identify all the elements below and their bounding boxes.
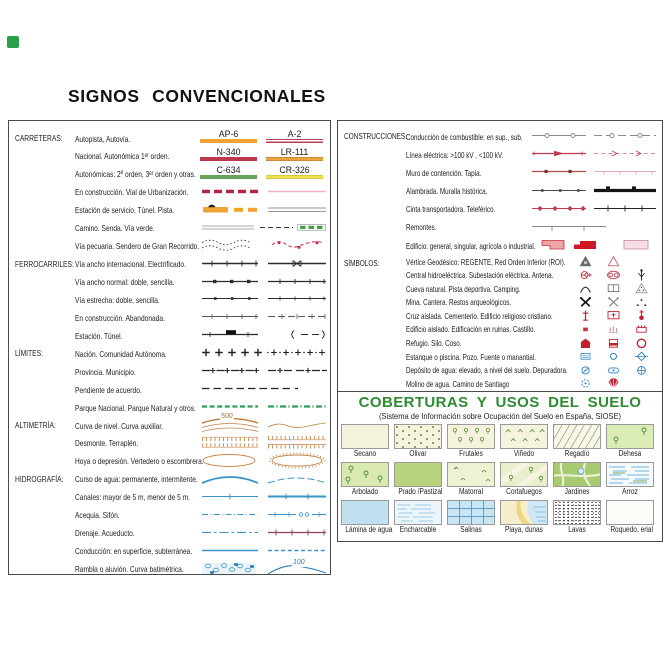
cut-embankment-symbol (200, 434, 328, 451)
section-divider (338, 391, 662, 392)
legend-row-curso-agua: HIDROGRAFÍA: Curso de agua: permanente, intermitente. (13, 470, 328, 488)
cover-swatch-vinedo: Viñedo (500, 424, 548, 459)
legend-row-central: Central hidroeléctrica. Subestación eléctrica. Antena. (342, 268, 660, 282)
legend-row-muro: Muro de contención. Tapia. (342, 163, 660, 181)
cover-swatch-olivar: Olivar (394, 424, 442, 459)
legend-row-combustible: CONSTRUCCIONES: Conducción de combustible: en sup., sub. (342, 127, 660, 145)
legend-row-rail-estacion-tunel: Estación. Túnel. (13, 326, 328, 344)
retaining-wall-symbol (528, 163, 660, 180)
legend-row-rambla: Rambla o aluvión. Curva batimétrica. 100 (13, 560, 328, 578)
legend-row-conduccion-agua: Conducción: en superficie, subterránea. (13, 542, 328, 560)
spring-icon (634, 349, 649, 363)
cover-swatch-lavas: Lavas (553, 500, 601, 535)
water-pipe-symbol (200, 542, 328, 559)
contour-value-label: 500 (221, 413, 233, 420)
well-icon (606, 349, 621, 363)
ski-lift-symbol (528, 218, 660, 235)
irrigation-siphon-symbol (200, 506, 328, 523)
substation-icon (606, 268, 621, 282)
legend-row-camino-senda: Camino. Senda. Vía verde. (13, 219, 328, 237)
roi-vertex-icon (606, 254, 621, 268)
service-station-tunnel-symbol (200, 201, 328, 218)
cave-icon (578, 281, 593, 295)
motorway-shield-symbols: AP-6 A-2 (200, 129, 328, 146)
page-title: SIGNOS CONVENCIONALES (68, 86, 326, 106)
depression-dump-symbol (200, 452, 328, 469)
bathymetric-value-label: 100 (293, 558, 305, 566)
legend-row-molino: Molino de agua. Camino de Santiago (342, 376, 660, 390)
water-mill-icon (578, 376, 593, 390)
cover-swatch-roquedo: Roquedo, erial (606, 500, 654, 535)
legend-row-acequia: Acequia. Sifón. (13, 506, 328, 524)
legend-row-rail-construccion: En construcción. Abandonada. (13, 308, 328, 326)
regional-shield-symbols: C-634 CR-326 (200, 165, 328, 182)
bullring-icon (634, 336, 649, 350)
land-cover-grid (341, 424, 654, 535)
coverage-subtitle: (Sistema de Información sobre Ocupación del Suelo en España, SIOSE) (378, 412, 622, 421)
camping-icon (634, 281, 649, 295)
legend-row-provincia: Provincia. Municipio. (13, 362, 328, 380)
quarry-icon (606, 295, 621, 309)
left-legend-panel (8, 120, 331, 575)
fuel-pipe-symbol (528, 127, 660, 144)
cover-swatch-frutales: Frutales (447, 424, 495, 459)
silo-icon (606, 336, 621, 350)
ground-tank-icon (606, 363, 621, 377)
cover-swatch-secano: Secano (341, 424, 389, 459)
wash-bathymetric-symbol (200, 560, 328, 577)
geodesic-vertex-icon (578, 254, 593, 268)
legend-row-estanque: Estanque o piscina. Pozo. Fuente o manantial. (342, 349, 660, 363)
legend-row-via-internacional: FERROCARRILES: Vía ancho internacional. Electrificado. (13, 255, 328, 273)
legend-row-autonomicas: Autonómicas: 2º orden, 3ᵉʳ orden y otras. C-634 CR-326 (13, 165, 328, 183)
legend-row-desmonte: Desmonte. Terraplén. (13, 434, 328, 452)
cover-swatch-dehesa: Dehesa (606, 424, 654, 459)
ruins-icon (606, 322, 621, 336)
legend-row-drenaje: Drenaje. Acueducto. (13, 524, 328, 542)
mine-icon (578, 295, 593, 309)
canal-symbol (200, 488, 328, 505)
national-shield-symbols: N-340 LR-111 (200, 147, 328, 164)
legend-row-refugio: Refugio. Silo. Coso. (342, 336, 660, 350)
cross-icon (578, 308, 593, 322)
legend-row-edificio-aislado: Edificio aislado. Edificación en ruinas. Castillo. (342, 322, 660, 336)
cover-swatch-prado: Prado /Pastizal (394, 462, 442, 497)
cover-swatch-arbolado: Arbolado (341, 462, 389, 497)
legend-row-remontes: Remontes. (342, 218, 660, 236)
legend-row-via-normal: Vía ancho normal: doble, sencilla. (13, 273, 328, 291)
pending-boundary-symbol (200, 380, 328, 397)
cover-swatch-playa: Playa, dunas (500, 500, 548, 535)
cover-swatch-arroz: Arroz (606, 462, 654, 497)
legend-row-cruz: Cruz aislada. Cementerio. Edificio religioso cristiano. (342, 308, 660, 322)
legend-row-mina: Mina. Cantera. Restos arqueológicos. (342, 295, 660, 309)
archaeological-icon (634, 295, 649, 309)
building-symbols (528, 236, 660, 253)
cemetery-icon (606, 308, 621, 322)
legend-row-construccion-vial: En construcción. Vial de Urbanización. (13, 183, 328, 201)
treatment-plant-icon (634, 363, 649, 377)
refuge-icon (578, 336, 593, 350)
legend-row-via-estrecha: Vía estrecha: doble, sencilla. (13, 290, 328, 308)
pond-icon (578, 349, 593, 363)
cover-swatch-cortafuegos: Cortafuegos (500, 462, 548, 497)
water-tower-icon (578, 363, 593, 377)
hydro-plant-icon (578, 268, 593, 282)
category-label: CARRETERAS: (15, 133, 63, 143)
rail-construction-symbol (200, 308, 328, 325)
national-boundary-symbol (200, 344, 328, 361)
cover-swatch-jardines: Jardines (553, 462, 601, 497)
drove-road-gr-symbol (200, 237, 328, 254)
isolated-building-icon (578, 322, 593, 336)
legend-row-estacion-servicio: Estación de servicio. Túnel. Pista. (13, 201, 328, 219)
legend-row-nacional: Nacional. Autonómica 1ᵉʳ orden. N-340 LR-111 (13, 147, 328, 165)
cover-swatch-matorral: Matorral (447, 462, 495, 497)
legend-row-canales: Canales: mayor de 5 m, menor de 5 m. (13, 488, 328, 506)
watercourse-symbol (200, 470, 328, 487)
church-icon (634, 308, 649, 322)
cover-swatch-salinas: Salinas (447, 500, 495, 535)
legend-row-cinta: Cinta transportadora. Teleférico. (342, 200, 660, 218)
fence-wall-symbol (528, 182, 660, 199)
cover-swatch-regadio: Regadío (553, 424, 601, 459)
rail-international-symbol (200, 255, 328, 272)
coverage-title: COBERTURAS Y USOS DEL SUELO (358, 394, 642, 411)
castle-icon (634, 322, 649, 336)
province-boundary-symbol (200, 362, 328, 379)
rail-station-tunnel-symbol (200, 326, 328, 343)
right-legend-panel (337, 120, 663, 542)
legend-row-via-pecuaria: Vía pecuaria. Sendero de Gran Recorrido. (13, 237, 328, 255)
legend-row-hoya: Hoya o depresión. Vertedero o escombrera. (13, 452, 328, 470)
legend-row-vertice: SÍMBOLOS: Vértice Geodésico: REGENTE, Red Orden Inferior (ROI). (342, 254, 660, 268)
legend-row-edificio: Edificio: general, singular, agrícola o industrial. (342, 236, 660, 254)
antenna-icon (634, 268, 649, 282)
cover-swatch-lamina: Lámina de agua (341, 500, 389, 535)
road-construction-symbol (200, 183, 328, 200)
legend-row-deposito: Depósito de agua: elevado, a nivel del suelo. Depuradora. (342, 363, 660, 377)
conveyor-cablecar-symbol (528, 200, 660, 217)
legend-row-nacion: LÍMITES: Nación. Comunidad Autónoma. (13, 344, 328, 362)
drainage-aqueduct-symbol (200, 524, 328, 541)
rail-narrow-symbol (200, 290, 328, 307)
legend-row-alambrada: Alambrada. Muralla histórica. (342, 182, 660, 200)
cover-swatch-encharcable: Encharcable (394, 500, 442, 535)
legend-row-parque: Parque Nacional. Parque Natural y otros. (13, 398, 328, 416)
camino-santiago-shell-icon (606, 376, 621, 390)
sports-court-icon (606, 281, 621, 295)
green-square-icon (7, 36, 19, 48)
legend-row-pendiente: Pendiente de acuerdo. (13, 380, 328, 398)
legend-row-autopista: CARRETERAS: Autopista, Autovía. AP-6 A-2 (13, 129, 328, 147)
power-line-symbol (528, 145, 660, 162)
rail-normal-symbol (200, 273, 328, 290)
contour-line-symbol (200, 413, 328, 433)
legend-row-curva-nivel: ALTIMETRÍA: Curva de nivel. Curva auxiliar. 500 (13, 416, 328, 434)
legend-row-cueva: Cueva natural. Pista deportiva. Camping. (342, 281, 660, 295)
legend-row-linea-electrica: Línea eléctrica: >100 kV , <100 kV. (342, 145, 660, 163)
track-path-greenway-symbol (200, 219, 328, 236)
